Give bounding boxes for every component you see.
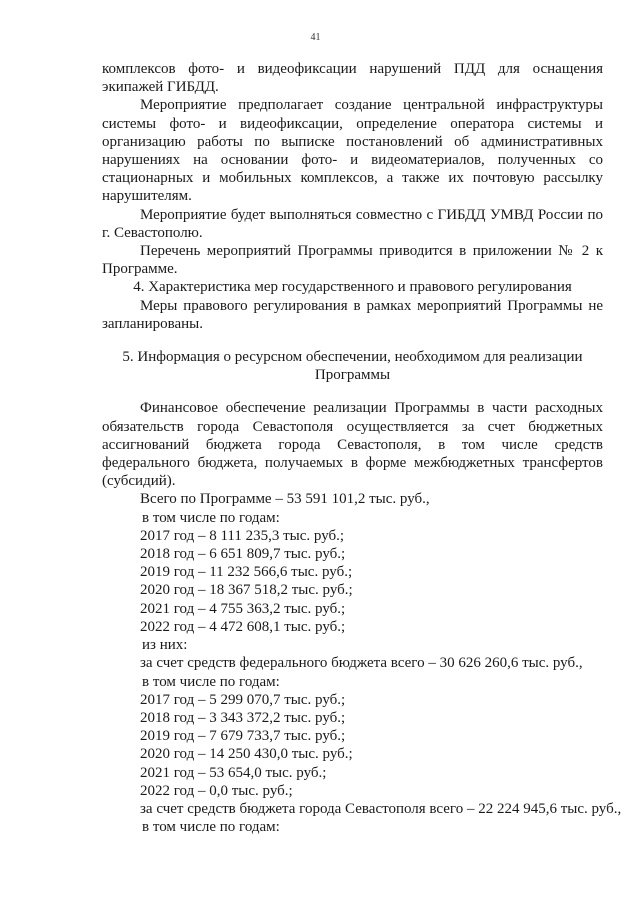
section-5-heading: [102, 348, 603, 384]
list-item: 2020 год – 18 367 518,2 тыс. руб.;: [140, 582, 353, 599]
list-item: 2017 год – 5 299 070,7 тыс. руб.;: [140, 691, 346, 708]
city-budget-total: за счет средств бюджета города Севастополя всего – 22 224 945,6 тыс. руб.,: [140, 800, 622, 817]
page-number: 41: [310, 32, 321, 43]
program-total: Всего по Программе – 53 591 101,2 тыс. руб.,: [140, 491, 430, 508]
paragraph-continuation: комплексов фото- и видеофиксации нарушений ПДД для оснащения экипажей ГИБДД.: [102, 61, 603, 96]
federal-budget-total: за счет средств федерального бюджета всего – 30 626 260,6 тыс. руб.,: [140, 655, 583, 672]
years-federal-list: [102, 691, 603, 800]
of-them-label: из них:: [142, 637, 188, 654]
city-by-years-label: в том числе по годам:: [142, 819, 280, 836]
list-item: 2018 год – 3 343 372,2 тыс. руб.;: [140, 709, 346, 726]
list-item: 2018 год – 6 651 809,7 тыс. руб.;: [140, 546, 346, 563]
list-item: 2021 год – 4 755 363,2 тыс. руб.;: [140, 600, 346, 617]
document-body: [102, 60, 622, 836]
federal-by-years-label: в том числе по годам:: [142, 673, 280, 690]
list-item: 2019 год – 11 232 566,6 тыс. руб.;: [140, 564, 353, 581]
paragraph-appendix-reference: Перечень мероприятий Программы приводится в приложении № 2 к Программе.: [102, 243, 603, 278]
years-total-list: [102, 527, 603, 636]
list-item: 2020 год – 14 250 430,0 тыс. руб.;: [140, 746, 353, 763]
list-item: 2022 год – 0,0 тыс. руб.;: [140, 782, 293, 799]
by-years-label: в том числе по годам:: [142, 509, 280, 526]
list-item: 2017 год – 8 111 235,3 тыс. руб.;: [140, 527, 345, 544]
section-5-heading-line-1: 5. Информация о ресурсном обеспечении, необходимом для реализации: [122, 349, 583, 366]
list-item: 2021 год – 53 654,0 тыс. руб.;: [140, 764, 327, 781]
section-4-heading: 4. Характеристика мер государственного и правового регулирования: [133, 279, 572, 296]
section-5-heading-line-2: Программы: [314, 367, 391, 384]
paragraph-infrastructure: Мероприятие предполагает создание центральной инфраструктуры системы фото- и видеофиксации, определение оператора системы и организацию работы по выписке постановлений об административных нарушениях на основании фото- и видеоматериалов, полученных со стационарных и мобильных комплексов, а также их почтовую рассылку нарушителям.: [102, 97, 603, 205]
paragraph-joint-execution: Мероприятие будет выполняться совместно с ГИБДД УМВД России по г. Севастополю.: [102, 206, 603, 241]
list-item: 2022 год – 4 472 608,1 тыс. руб.;: [140, 618, 346, 635]
list-item: 2019 год – 7 679 733,7 тыс. руб.;: [140, 728, 346, 745]
section-5-intro: Финансовое обеспечение реализации Программы в части расходных обязательств города Севастополя осуществляется за счет бюджетных ассигнований бюджета города Севастополя, в том числе средств федерального бюджета, получаемых в форме межбюджетных трансфертов (субсидий).: [102, 400, 603, 490]
section-4-text: Меры правового регулирования в рамках мероприятий Программы не запланированы.: [102, 297, 603, 332]
